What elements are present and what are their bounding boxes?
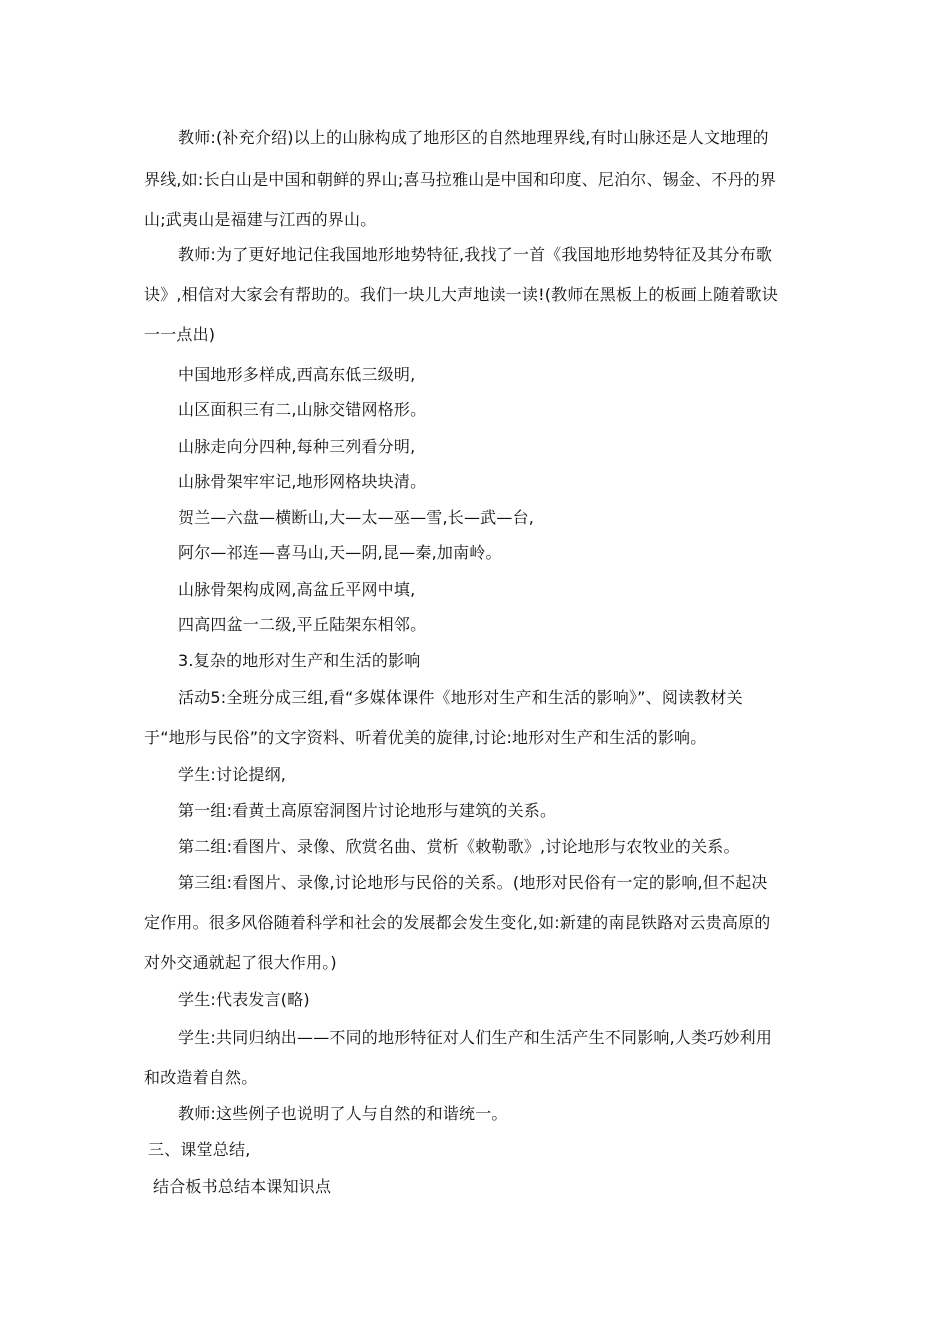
poem-line: 山区面积三有二,山脉交错网格形。 [178,400,427,419]
paragraph-line: 和改造着自然。 [144,1068,258,1087]
paragraph-line: 学生:讨论提纲, [178,765,287,784]
poem-line: 阿尔—祁连—喜马山,天—阴,昆—秦,加南岭。 [178,543,502,562]
paragraph-line: 第三组:看图片、录像,讨论地形与民俗的关系。(地形对民俗有一定的影响,但不起决 [178,873,768,892]
paragraph-line: 于“地形与民俗”的文字资料、听着优美的旋律,讨论:地形对生产和生活的影响。 [144,728,707,747]
paragraph-line: 山;武夷山是福建与江西的界山。 [144,210,377,229]
poem-line: 中国地形多样成,西高东低三级明, [178,365,416,384]
poem-line: 贺兰—六盘—横断山,大—太—巫—雪,长—武—台, [178,508,535,527]
paragraph-line: 界线,如:长白山是中国和朝鲜的界山;喜马拉雅山是中国和印度、尼泊尔、锡金、不丹的界 [144,170,777,189]
paragraph-line: 教师:(补充介绍)以上的山脉构成了地形区的自然地理界线,有时山脉还是人文地理的 [178,128,769,147]
paragraph-line: 第二组:看图片、录像、欣赏名曲、赏析《敕勒歌》,讨论地形与农牧业的关系。 [178,837,740,856]
paragraph-line: 活动5:全班分成三组,看“多媒体课件《地形对生产和生活的影响》”、阅读教材关 [178,688,743,707]
poem-line: 四高四盆一二级,平丘陆架东相邻。 [178,615,427,634]
poem-line: 山脉骨架牢牢记,地形网格块块清。 [178,472,427,491]
paragraph-line: 学生:代表发言(略) [178,990,310,1009]
paragraph-line: 定作用。很多风俗随着科学和社会的发展都会发生变化,如:新建的南昆铁路对云贵高原的 [144,913,771,932]
paragraph-line: 对外交通就起了很大作用。) [144,953,337,972]
paragraph-line: 第一组:看黄土高原窑洞图片讨论地形与建筑的关系。 [178,801,557,820]
paragraph-line: 学生:共同归纳出——不同的地形特征对人们生产和生活产生不同影响,人类巧妙利用 [178,1028,773,1047]
paragraph-line: 教师:这些例子也说明了人与自然的和谐统一。 [178,1104,508,1123]
paragraph-line: 一一点出) [144,325,216,344]
section-heading: 三、课堂总结, [148,1140,251,1159]
paragraph-line: 教师:为了更好地记住我国地形地势特征,我找了一首《我国地形地势特征及其分布歌 [178,245,773,264]
paragraph-line: 诀》,相信对大家会有帮助的。我们一块儿大声地读一读!(教师在黑板上的板画上随着歌诀 [144,285,778,304]
section-heading: 3.复杂的地形对生产和生活的影响 [178,651,421,670]
poem-line: 山脉走向分四种,每种三列看分明, [178,437,416,456]
paragraph-line: 结合板书总结本课知识点 [153,1177,332,1196]
poem-line: 山脉骨架构成网,高盆丘平网中填, [178,580,416,599]
